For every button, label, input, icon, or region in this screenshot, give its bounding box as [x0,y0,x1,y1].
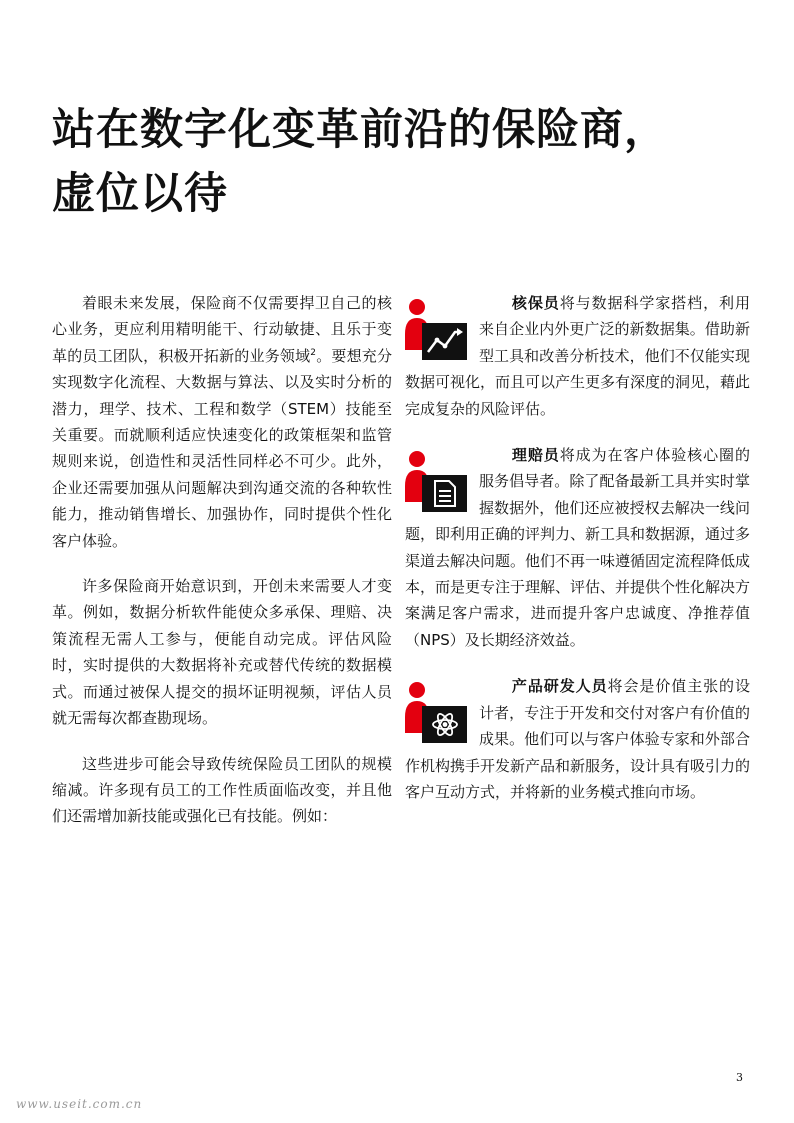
left-column [52,290,392,830]
document-icon [405,448,469,514]
page-number: 3 [736,1071,743,1084]
chart-trend-icon [405,296,469,362]
right-column [405,290,750,805]
title-line-2: 虚位以待 [52,169,228,219]
paragraph-2: 许多保险商开始意识到，开创未来需要人才变革。例如，数据分析软件能使众多承保、理赔、决策流程无需人工参与，便能自动完成。评估风险时，实时提供的大数据将补充或替代传统的数据模式。而通过被保人提交的损坏证明视频，评估人员就无需每次都查勘现场。 [52,577,392,728]
paragraph-1-rest: 。要想充分实现数字化流程、大数据与算法、以及实时分析的潜力，理学、技术、工程和数学（STEM）技能至关重要。而就顺利适应快速变化的政策框架和监管规则来说，创造性和灵活性同样必不可少。此外，企业还需要加强从问题解决到沟通交流的各种软性能力，推动销售增长、加强协作，同时提供个性化客户体验。 [52,346,392,550]
watermark: www.useit.com.cn [16,1097,143,1111]
paragraph-1-text: 着眼未来发展，保险商不仅需要捍卫自己的核心业务，更应利用精明能干、行动敏捷、且乐于变革的员工团队，积极开拓新的业务领域 [52,294,392,365]
role-claims-adjuster [405,442,750,653]
role-title: 产品研发人员 [511,677,608,696]
role-description: 将与数据科学家搭档，利用来自企业内外更广泛的新数据集。借助新型工具和改善分析技术，他们不仅能实现数据可视化，而且可以产生更多有深度的洞见，藉此完成复杂的风险评估。 [405,294,751,418]
role-title: 理赔员 [511,446,560,465]
atom-icon [405,679,469,745]
title-line-1: 站在数字化变革前沿的保险商， [52,105,668,155]
paragraph-3: 这些进步可能会导致传统保险员工团队的规模缩减。许多现有员工的工作性质面临改变，并且他们还需增加新技能或强化已有技能。例如： [52,754,392,826]
role-title: 核保员 [511,294,560,312]
role-description: 将成为在客户体验核心圈的服务倡导者。除了配备最新工具并实时掌握数据外，他们还应被授权去解决一线问题，即利用正确的评判力、新工具和数据源，通过多渠道去解决问题。他们不再一味遵循固定流程降低成本，而是更专注于理解、评估、并提供个性化解决方案满足客户需求，进而提升客户忠诚度、净推荐值（NPS）及长期经济效益。 [405,446,751,649]
role-description: 将会是价值主张的设计者，专注于开发和交付对客户有价值的成果。他们可以与客户体验专家和外部合作机构携手开发新产品和新服务，设计具有吸引力的客户互动方式，并将新的业务模式推向市场。 [405,677,751,801]
role-product-developer [405,673,750,805]
page-title [52,98,752,226]
footnote-ref: 2 [310,347,317,358]
role-underwriter [405,290,750,422]
paragraph-1 [52,290,392,554]
